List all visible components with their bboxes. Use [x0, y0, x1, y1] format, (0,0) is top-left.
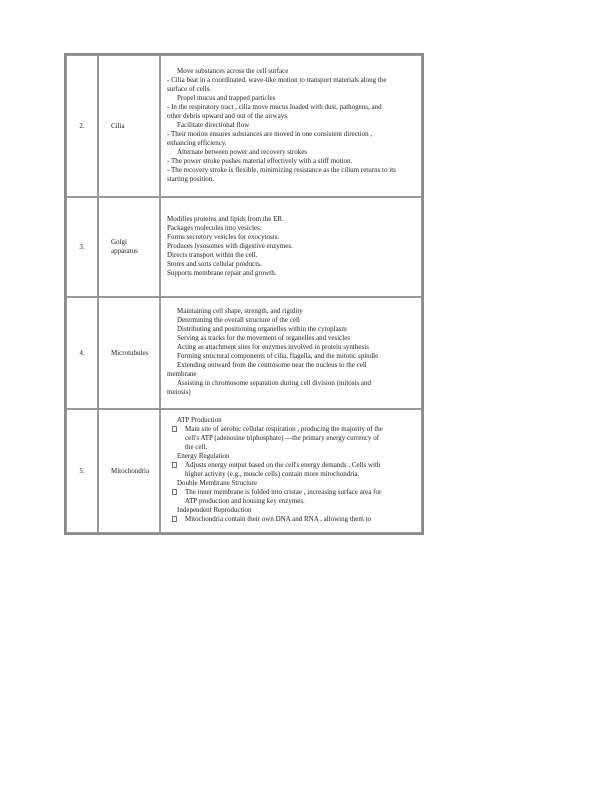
description-line: Propel mucus and trapped particles — [177, 93, 276, 102]
bullet-item — [167, 488, 415, 497]
description-line: Acting as attachment sites for enzymes involved in protein synthesis — [177, 343, 369, 351]
description-line: Forms secretory vesicles for exocytosis. — [167, 232, 280, 241]
description-line: cell's ATP (adenosine triphosphate) —the primary energy currency of — [185, 434, 380, 442]
description-line: Serving as tracks for the movement of organelles and vesicles — [177, 334, 351, 342]
description-line: ATP Production — [177, 416, 222, 424]
bullet-item — [167, 515, 415, 524]
description-line: Facilitate directional flow — [177, 120, 250, 129]
function-description — [160, 197, 422, 297]
function-description — [160, 297, 422, 409]
bullet-box-icon — [172, 462, 177, 468]
organelle-name — [98, 197, 160, 297]
description-line: Packages molecules into vesicles. — [167, 223, 262, 232]
description-line: - Their motion ensures substances are moved in one consistent direction , — [167, 129, 373, 138]
bullet-item — [167, 461, 415, 470]
bullet-item — [167, 425, 415, 434]
row-number: 2. — [66, 55, 98, 197]
organelle-name — [98, 409, 160, 533]
row-number: 5. — [66, 409, 98, 533]
description-line: enhancing efficiency. — [167, 138, 227, 147]
organelle-name — [98, 297, 160, 409]
description-line: - The power stroke pushes material effectively with a stiff motion. — [167, 156, 353, 165]
description-line: - Cilia beat in a coordinated, wave-like motion to transport materials along the — [167, 75, 387, 84]
bullet-text: The inner membrane is folded into cristae , increasing surface area for — [185, 488, 382, 496]
table-row — [66, 297, 422, 409]
row-number: 4. — [66, 297, 98, 409]
bullet-box-icon — [172, 426, 177, 432]
description-line: Independent Reproduction — [177, 506, 252, 514]
organelle-name-line: Mitochondria — [111, 466, 150, 475]
organelle-name-line: Cilia — [111, 121, 125, 130]
table-row — [66, 55, 422, 197]
organelle-name-line: Golgi — [111, 238, 127, 246]
description-line: - The recovery stroke is flexible, minimizing resistance as the cilium returns to its — [167, 165, 396, 174]
description-line: Move substances across the cell surface — [177, 66, 289, 75]
description-line: Assisting in chromosome separation during cell division (mitosis and — [177, 379, 372, 387]
description-line: starting position. — [167, 174, 215, 183]
description-line: ATP production and housing key enzymes. — [185, 497, 305, 505]
row-number: 3. — [66, 197, 98, 297]
description-line: Distributing and positioning organelles within the cytoplasm — [177, 325, 347, 333]
description-line: Forming structural components of cilia, flagella, and the mitotic spindle — [177, 352, 379, 360]
description-line: the cell. — [185, 443, 208, 451]
organelle-name-line: apparatus — [111, 247, 138, 255]
description-line: Double Membrane Structure — [177, 479, 258, 487]
description-line: Produces lysosomes with digestive enzymes. — [167, 241, 293, 250]
description-line: - In the respiratory tract , cilia move mucus loaded with dust, pathogens, and — [167, 102, 382, 111]
table-row — [66, 409, 422, 533]
organelle-table — [64, 53, 424, 535]
description-line: Stores and sorts cellular products. — [167, 259, 262, 268]
description-line: Modifies proteins and lipids from the ER. — [167, 214, 284, 223]
description-line: Supports membrane repair and growth. — [167, 268, 277, 277]
description-line: membrane — [167, 370, 197, 378]
description-line: Alternate between power and recovery strokes — [177, 147, 308, 156]
bullet-text: Adjusts energy output based on the cell's energy demands . Cells with — [185, 461, 381, 469]
bullet-box-icon — [172, 516, 177, 522]
function-description — [160, 409, 422, 533]
description-line: Extending outward from the centrosome near the nucleus to the cell — [177, 361, 367, 369]
bullet-box-icon — [172, 489, 177, 495]
description-line: Determining the overall structure of the cell — [177, 316, 300, 324]
bullet-text: Main site of aerobic cellular respiration , producing the majority of the — [185, 425, 383, 433]
bullet-text: Mitochondria contain their own DNA and RNA , allowing them to — [185, 515, 372, 523]
description-line: meiosis) — [167, 388, 191, 396]
description-line: Energy Regulation — [177, 452, 230, 460]
organelle-name-line: Microtubules — [111, 348, 149, 357]
description-line: Maintaining cell shape, strength, and rigidity — [177, 307, 303, 315]
organelle-name — [98, 55, 160, 197]
description-line: higher activity (e.g., muscle cells) contain more mitochondria. — [185, 470, 360, 478]
description-line: surface of cells. — [167, 84, 212, 93]
table-row — [66, 197, 422, 297]
function-description — [160, 55, 422, 197]
description-line: other debris upward and out of the airways. — [167, 111, 289, 120]
description-line: Directs transport within the cell. — [167, 250, 258, 259]
